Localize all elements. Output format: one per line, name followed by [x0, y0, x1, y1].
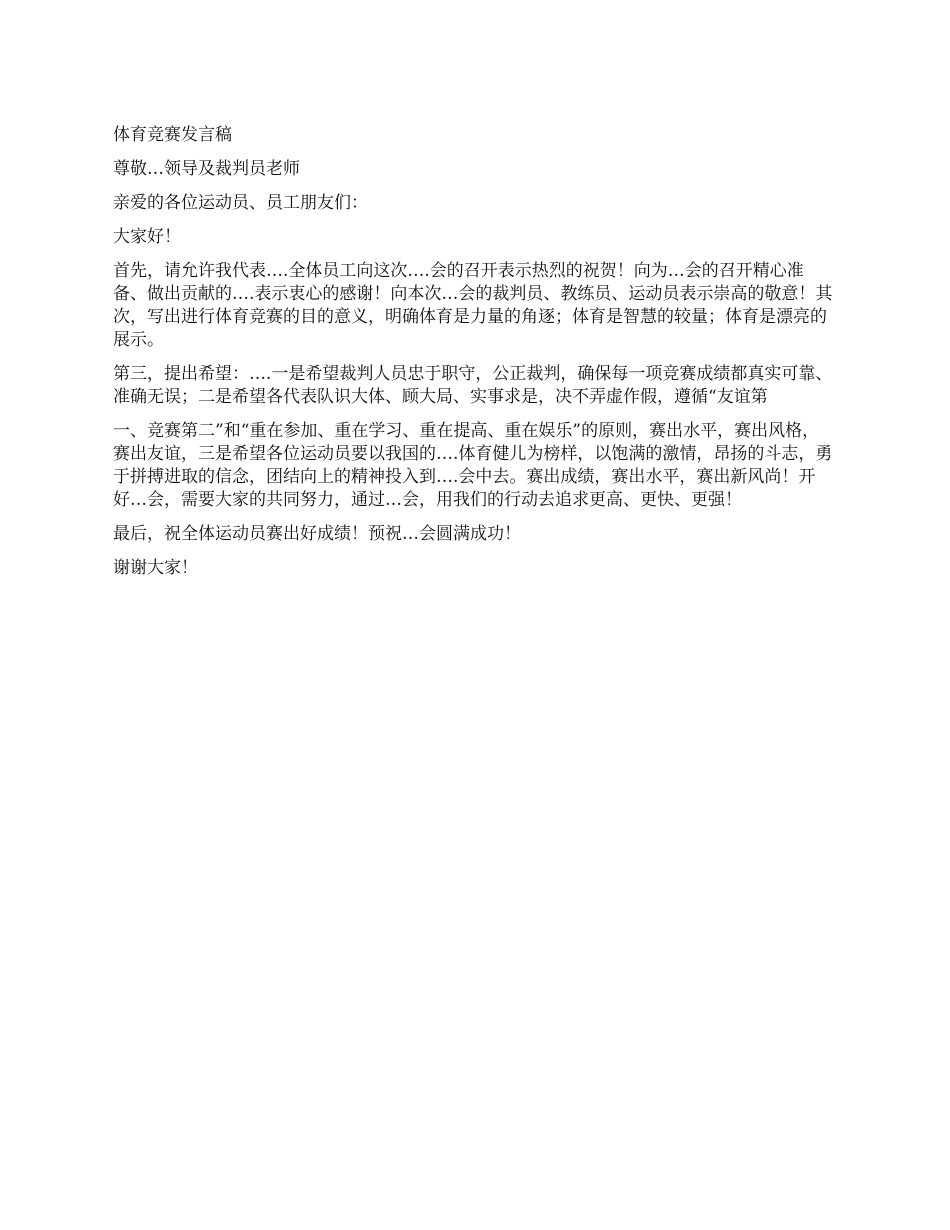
paragraph-closing-wishes: 最后，祝全体运动员赛出好成绩！预祝…会圆满成功！	[113, 524, 521, 544]
salutation-athletes: 亲爱的各位运动员、员工朋友们：	[113, 193, 368, 213]
paragraph-principles: 一、竞赛第二”和“重在参加、重在学习、重在提高、重在娱乐”的原则，赛出水平，赛出风格，赛出友谊，三是希望各位运动员要以我国的….体育健儿为榜样，以饱满的激情，昂扬的斗志，勇于拼搏进取的信念，团结向上的精神投入到….会中去。赛出成绩，赛出水平，赛出新风尚！开好…会，需要大家的共同努力，通过…会，用我们的行动去追求更高、更快、更强！	[113, 421, 833, 510]
paragraph-opening: 首先，请允许我代表….全体员工向这次….会的召开表示热烈的祝贺！向为…会的召开精心准备、做出贡献的….表示衷心的感谢！向本次…会的裁判员、教练员、运动员表示崇高的敬意！其次，写出进行体育竞赛的目的意义，明确体育是力量的角逐；体育是智慧的较量；体育是漂亮的展示。	[113, 261, 833, 350]
greeting: 大家好！	[113, 227, 181, 247]
paragraph-thanks: 谢谢大家！	[113, 558, 198, 578]
document-body	[113, 124, 835, 591]
salutation-leaders: 尊敬…领导及裁判员老师	[113, 159, 300, 179]
paragraph-hopes: 第三，提出希望：….一是希望裁判人员忠于职守，公正裁判，确保每一项竞赛成绩都真实可靠、准确无误；二是希望各代表队识大体、顾大局、实事求是，决不弄虚作假，遵循“友谊第	[113, 364, 833, 407]
document-title: 体育竞赛发言稿	[113, 125, 232, 145]
